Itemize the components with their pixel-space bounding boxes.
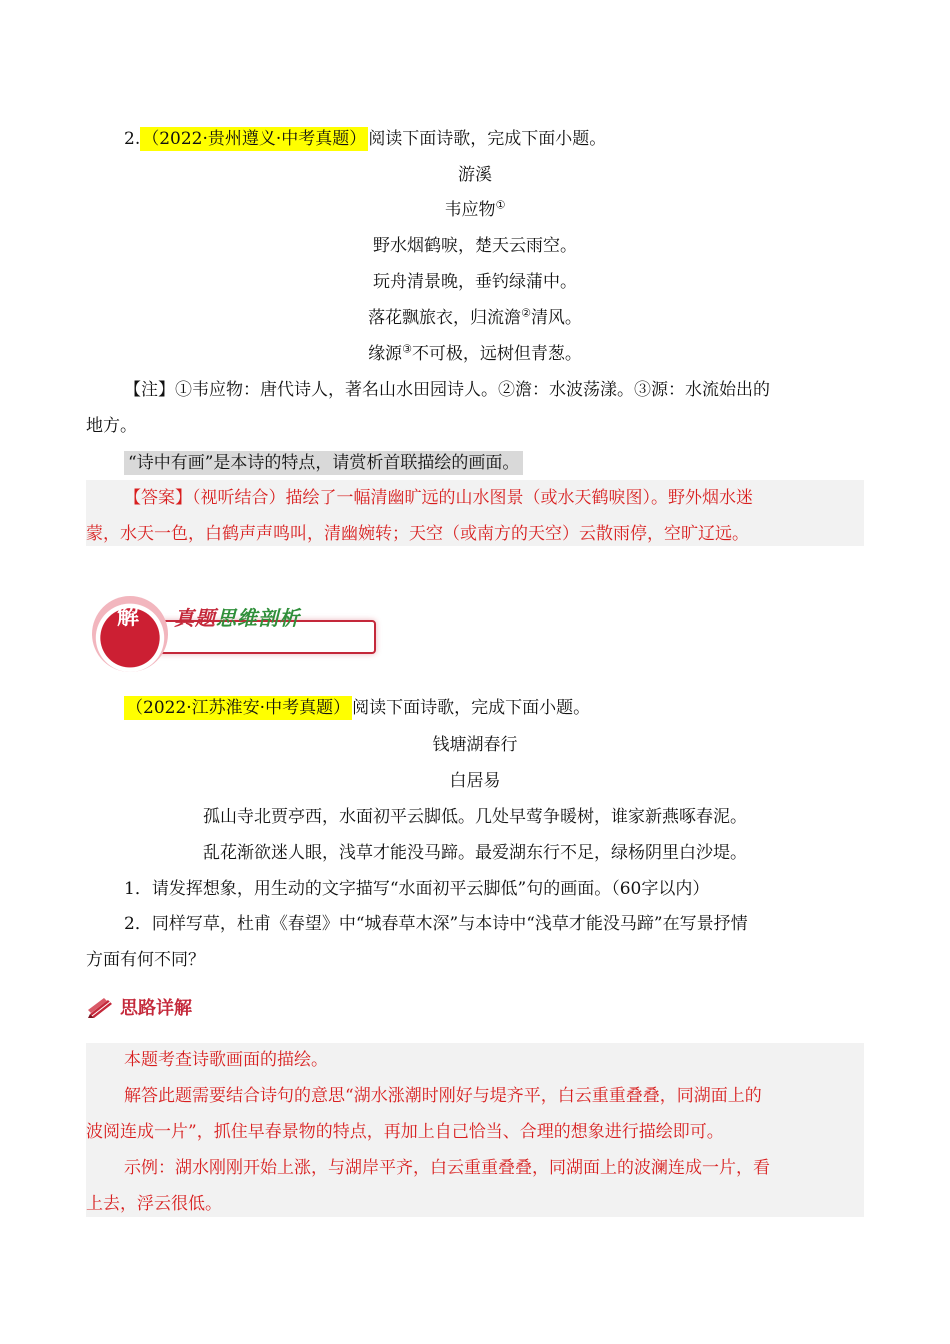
- poem-line-part: 清风。: [530, 308, 582, 328]
- poem-line: [86, 342, 864, 366]
- sub-question-2: 2．同样写草，杜甫《春望》中“城春草木深”与本诗中“浅草才能没马蹄”在写景抒情: [124, 914, 748, 934]
- analysis-example-cont: 上去，浮云很低。: [86, 1194, 222, 1214]
- poem-line: 乱花渐欲迷人眼，浅草才能没马蹄。最爱湖东行不足，绿杨阴里白沙堤。: [203, 843, 747, 863]
- question-2-header: [124, 127, 864, 151]
- poem-line-part: 不可极，远树但青葱。: [411, 344, 582, 364]
- sub-question-2-cont: 方面有何不同？: [86, 950, 205, 970]
- poem-line: 孤山寺北贾亭西，水面初平云脚低。几处早莺争暖树，谁家新燕啄春泥。: [203, 807, 747, 827]
- analysis-text: 解答此题需要结合诗句的意思“湖水涨潮时刚好与堤齐平，白云重重叠叠，同湖面上的: [124, 1086, 762, 1106]
- banner-glyph: 解: [116, 605, 139, 630]
- exam-source-tag: （2022·贵州遵义·中考真题）: [142, 129, 367, 149]
- section-banner: [92, 594, 382, 674]
- question-instruction: 阅读下面诗歌，完成下面小题。: [368, 129, 607, 149]
- poem-title: 钱塘湖春行: [432, 735, 518, 755]
- poem-title: 游溪: [458, 165, 492, 185]
- question-instruction: 阅读下面诗歌，完成下面小题。: [352, 698, 591, 718]
- analysis-text: 本题考查诗歌画面的描绘。: [124, 1050, 328, 1070]
- answer-text: 【答案】（视听结合）描绘了一幅清幽旷远的山水图景（或水天鹤唳图）。野外烟水迷: [124, 488, 753, 508]
- question-number: 2.: [124, 129, 141, 149]
- question-3-header: [124, 696, 864, 720]
- poem-author-name: 韦应物: [444, 200, 496, 220]
- poem-line-part: 缘源: [368, 344, 403, 364]
- question-text: “诗中有画”是本诗的特点，请赏析首联描绘的画面。: [124, 451, 523, 475]
- banner-title-part1: 真题: [174, 606, 216, 630]
- answer-text-cont: 蒙，水天一色，白鹤声声鸣叫，清幽婉转；天空（或南方的天空）云散雨停，空旷辽远。: [86, 524, 749, 544]
- footnote-mark: ③: [402, 342, 412, 356]
- pencil-stack-icon: [88, 996, 114, 1018]
- poem-line: 玩舟清景晚，垂钓绿蒲中。: [373, 272, 577, 292]
- analysis-example: 示例：湖水刚刚开始上涨，与湖岸平齐，白云重重叠叠，同湖面上的波澜连成一片，看: [124, 1158, 770, 1178]
- analysis-text-cont: 波阅连成一片”，抓住早春景物的特点，再加上自己恰当、合理的想象进行描绘即可。: [86, 1122, 724, 1142]
- poem-author: [86, 198, 864, 222]
- poem-author: 白居易: [449, 771, 501, 791]
- exam-source-tag: （2022·江苏淮安·中考真题）: [126, 698, 351, 718]
- banner-title: [174, 602, 300, 631]
- poem-note-cont: 地方。: [86, 416, 137, 436]
- sub-question-1: 1．请发挥想象，用生动的文字描写“水面初平云脚低”句的画面。（60字以内）: [124, 879, 710, 899]
- footnote-mark: ①: [495, 198, 506, 212]
- analysis-heading-label: 思路详解: [120, 998, 192, 1019]
- footnote-mark: ②: [521, 306, 531, 320]
- poem-note: 【注】①韦应物：唐代诗人，著名山水田园诗人。②澹：水波荡漾。③源：水流始出的: [124, 380, 770, 400]
- question-prompt: [124, 451, 864, 475]
- poem-line: 野水烟鹤唳，楚天云雨空。: [373, 236, 577, 256]
- banner-title-part2: 思维剖析: [216, 606, 300, 630]
- poem-line-part: 落花飘旅衣，归流澹: [368, 308, 522, 328]
- poem-line: [86, 306, 864, 330]
